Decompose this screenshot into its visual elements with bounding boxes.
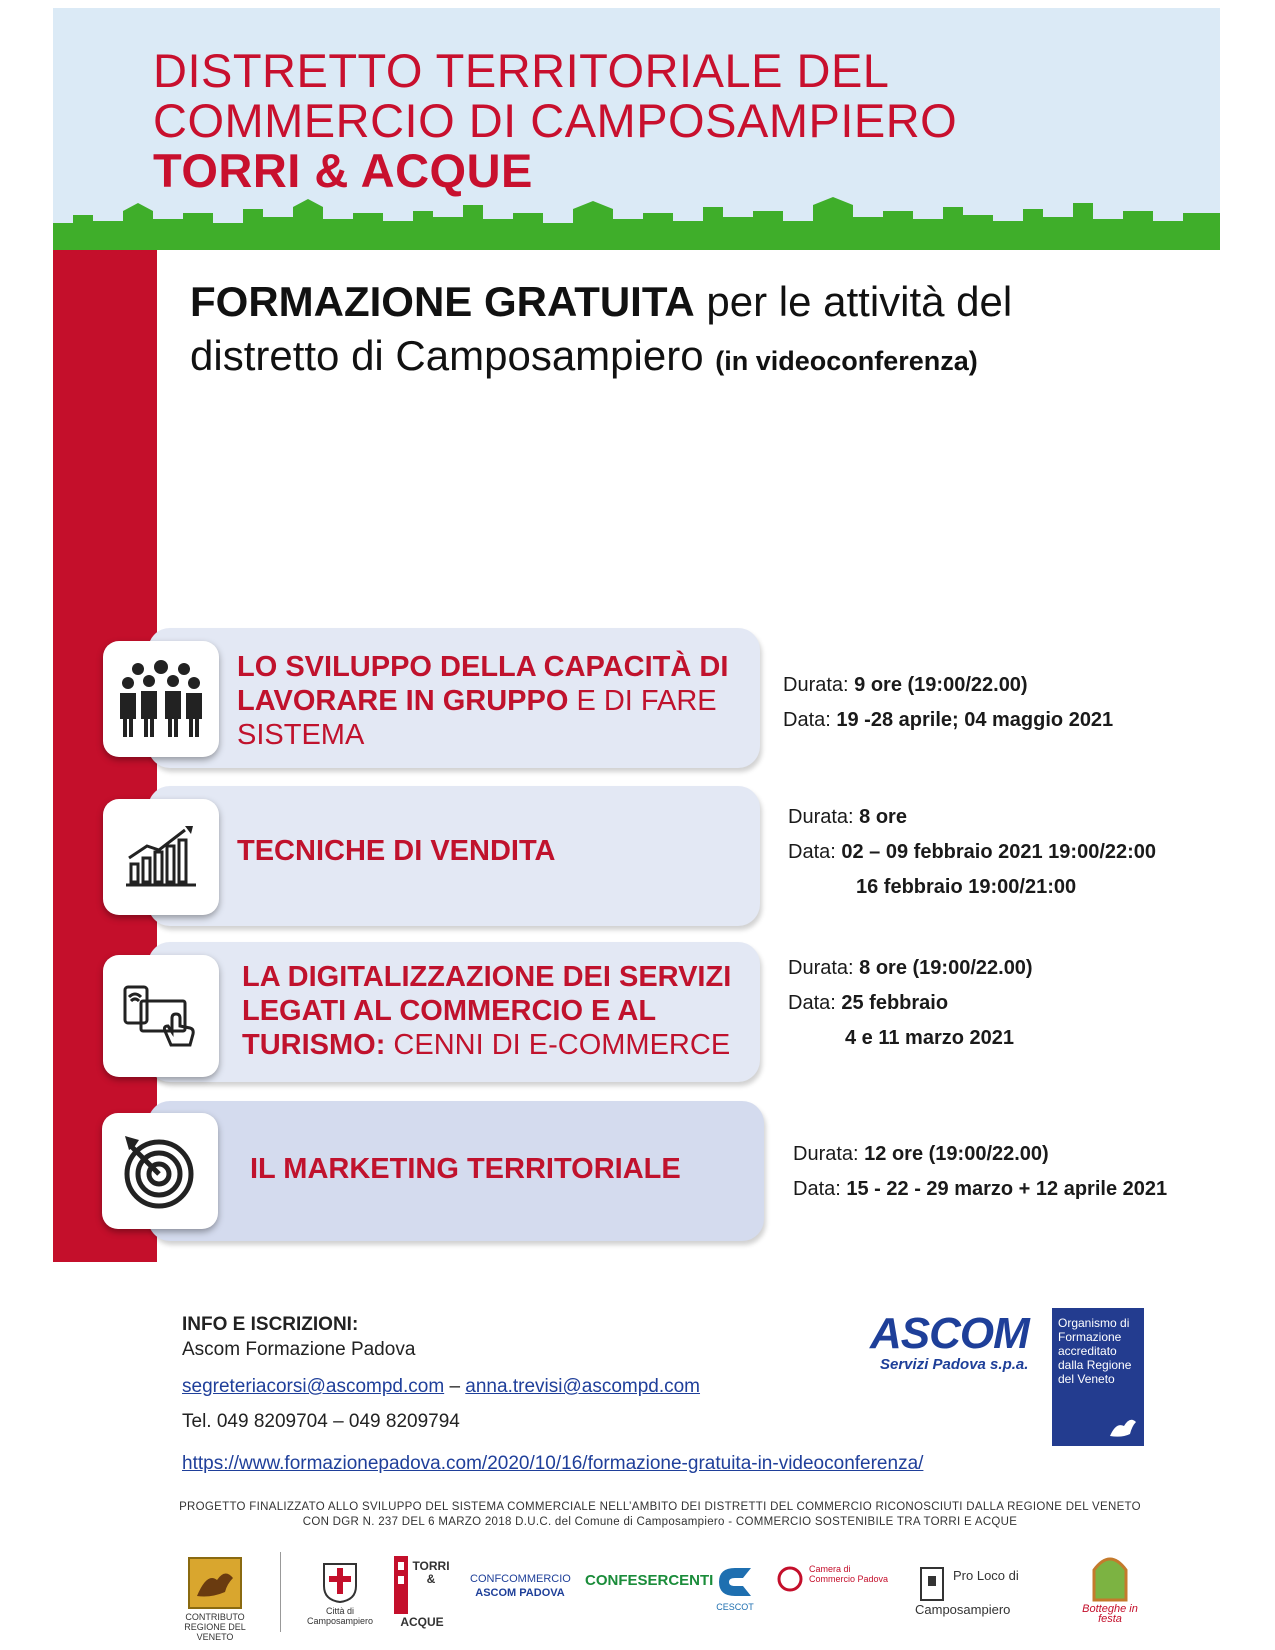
durata-label: Durata: bbox=[793, 1143, 859, 1165]
data-label: Data: bbox=[788, 992, 836, 1014]
torri-acque-logo bbox=[392, 1554, 452, 1629]
durata-value: 8 ore bbox=[859, 806, 907, 828]
camera-caption: Camera di Commercio Padova bbox=[809, 1564, 889, 1584]
durata-value: 8 ore (19:00/22.00) bbox=[859, 957, 1033, 979]
green-skyline-graphic bbox=[53, 193, 1220, 250]
course-title-1-line1: LO SVILUPPO DELLA CAPACITÀ DI bbox=[237, 651, 729, 683]
accreditation-badge bbox=[1052, 1308, 1144, 1446]
regione-veneto-logo bbox=[180, 1556, 250, 1642]
course-icon-box-3 bbox=[103, 955, 219, 1077]
course-info-1: Durata: 9 ore (19:00/22.00) Data: 19 -28 aprile; 04 maggio 2021 bbox=[783, 674, 1114, 731]
course-info-4 bbox=[793, 1137, 1167, 1207]
ascom-subtitle: Servizi Padova s.p.a. bbox=[880, 1356, 1029, 1373]
botteghe-arch-icon bbox=[1090, 1552, 1130, 1602]
headline-line2: distretto di Camposampiero bbox=[190, 332, 716, 379]
cescot-mark-icon bbox=[715, 1564, 755, 1600]
course-title-3-line1: LA DIGITALIZZAZIONE DEI SERVIZI bbox=[242, 961, 732, 993]
botteghe-caption: Botteghe in festa bbox=[1082, 1603, 1138, 1625]
logo-divider bbox=[280, 1552, 281, 1632]
course-title-3-normal: CENNI DI E-COMMERCE bbox=[385, 1029, 731, 1061]
torri-caption: TORRI & ACQUE bbox=[400, 1559, 450, 1629]
lion-icon bbox=[1108, 1414, 1138, 1440]
project-disclaimer bbox=[140, 1500, 1180, 1530]
proloco-tower-icon bbox=[915, 1562, 949, 1602]
confcommercio-logo bbox=[470, 1574, 570, 1598]
data-label: Data: bbox=[793, 1178, 841, 1200]
proloco-caption: Pro Loco di Camposampiero bbox=[915, 1568, 1019, 1617]
confesercenti-logo bbox=[585, 1572, 714, 1590]
botteghe-logo bbox=[1070, 1552, 1150, 1624]
contacts-heading: INFO E ISCRIZIONI: bbox=[182, 1314, 359, 1335]
data-value: 15 - 22 - 29 marzo + 12 aprile 2021 bbox=[846, 1178, 1168, 1200]
email-separator: – bbox=[444, 1376, 466, 1397]
citta-camposampiero-logo bbox=[305, 1558, 375, 1626]
contacts-phone: Tel. 049 8209704 – 049 8209794 bbox=[182, 1411, 460, 1432]
data-label: Data: bbox=[783, 709, 831, 731]
data-value: 25 febbraio bbox=[841, 992, 949, 1014]
page-headline bbox=[190, 275, 1012, 388]
course-title-1-bold: LAVORARE IN GRUPPO bbox=[237, 685, 569, 717]
contacts-block bbox=[182, 1313, 700, 1439]
device-touch-icon bbox=[121, 981, 201, 1051]
city-crest-icon bbox=[320, 1558, 360, 1604]
course-icon-box-1 bbox=[103, 641, 219, 757]
course-title-3-bold: TURISMO: bbox=[242, 1029, 386, 1061]
data-value: 19 -28 aprile; 04 maggio 2021 bbox=[836, 709, 1114, 731]
headline-bold: FORMAZIONE GRATUITA bbox=[190, 278, 695, 325]
course-url-link[interactable]: https://www.formazionepadova.com/2020/10/16/formazione-gratuita-in-videoconferenza/ bbox=[182, 1453, 924, 1474]
course-icon-box-4 bbox=[102, 1113, 218, 1229]
course-icon-box-2 bbox=[103, 799, 219, 915]
cescot-logo bbox=[710, 1564, 760, 1612]
ascompadova-caption: ASCOM PADOVA bbox=[475, 1587, 565, 1599]
district-title bbox=[153, 46, 957, 196]
data-label: Data: bbox=[788, 841, 836, 863]
durata-value: 9 ore (19:00/22.00) bbox=[854, 674, 1028, 696]
course-title-2 bbox=[237, 834, 747, 868]
confcommercio-caption: CONFCOMMERCIO bbox=[470, 1573, 571, 1585]
regione-caption: CONTRIBUTO REGIONE DEL VENETO bbox=[184, 1612, 246, 1642]
course-info-2 bbox=[788, 800, 1156, 905]
target-icon bbox=[121, 1132, 199, 1210]
headline-rest: per le attività del bbox=[694, 278, 1013, 325]
contacts-org: Ascom Formazione Padova bbox=[182, 1339, 416, 1360]
confesercenti-caption: CONFESERCENTI bbox=[585, 1572, 714, 1589]
camera-mark-icon bbox=[775, 1564, 805, 1594]
header-banner bbox=[53, 8, 1220, 250]
durata-label: Durata bbox=[783, 674, 844, 696]
durata-value: 12 ore (19:00/22.00) bbox=[864, 1143, 1049, 1165]
data-value-2: 16 febbraio 19:00/21:00 bbox=[856, 876, 1077, 898]
group-icon bbox=[118, 659, 204, 739]
cescot-caption: CESCOT bbox=[716, 1602, 754, 1612]
course-title-1 bbox=[237, 650, 747, 752]
district-title-line3: TORRI & ACQUE bbox=[153, 144, 533, 197]
district-title-line2: COMMERCIO DI CAMPOSAMPIERO bbox=[153, 94, 958, 147]
course-title-2-line1: TECNICHE DI VENDITA bbox=[237, 835, 556, 867]
durata-label: Durata: bbox=[788, 957, 854, 979]
ascom-name: ASCOM bbox=[870, 1309, 1029, 1358]
course-title-3-line2: LEGATI AL COMMERCIO E AL bbox=[242, 995, 657, 1027]
citta-caption: Città di Camposampiero bbox=[306, 1606, 374, 1626]
course-title-4-line1: IL MARKETING TERRITORIALE bbox=[250, 1153, 681, 1185]
course-title-4 bbox=[250, 1152, 760, 1186]
lion-shield-icon bbox=[187, 1556, 243, 1610]
course-info-3 bbox=[788, 951, 1033, 1056]
accreditation-text: Organismo di Formazione accreditato dalla Regione del Veneto bbox=[1058, 1316, 1132, 1386]
disclaimer-line2: CON DGR N. 237 DEL 6 MARZO 2018 D.U.C. del Comune di Camposampiero - COMMERCIO SOSTENIBILE TRA TORRI E ACQUE bbox=[302, 1516, 1018, 1528]
data-value: 02 – 09 febbraio 2021 19:00/22:00 bbox=[841, 841, 1157, 863]
disclaimer-line1: PROGETTO FINALIZZATO ALLO SVILUPPO DEL SISTEMA COMMERCIALE NELL’AMBITO DEI DISTRETTI DEL COMMERCIO RICONOSCIUTI DALLA REGIONE DEL VENETO bbox=[179, 1501, 1141, 1513]
course-title-3 bbox=[242, 960, 762, 1062]
partner-logos bbox=[170, 1550, 1190, 1645]
district-title-line1: DISTRETTO TERRITORIALE DEL bbox=[153, 44, 890, 97]
course-title-1-normal: E DI FARE SISTEMA bbox=[237, 685, 717, 751]
ascom-logo bbox=[870, 1309, 1029, 1373]
tower-icon bbox=[392, 1554, 410, 1616]
camera-commercio-logo bbox=[775, 1564, 895, 1594]
email-link-segreteria[interactable]: segreteriacorsi@ascompd.com bbox=[182, 1376, 445, 1397]
headline-videoconference: (in videoconferenza) bbox=[715, 346, 978, 376]
durata-label: Durata: bbox=[788, 806, 854, 828]
proloco-logo bbox=[915, 1562, 1045, 1617]
email-link-trevisi[interactable]: anna.trevisi@ascompd.com bbox=[465, 1376, 701, 1397]
growth-chart-icon bbox=[125, 826, 197, 888]
data-value-2: 4 e 11 marzo 2021 bbox=[845, 1027, 1015, 1049]
